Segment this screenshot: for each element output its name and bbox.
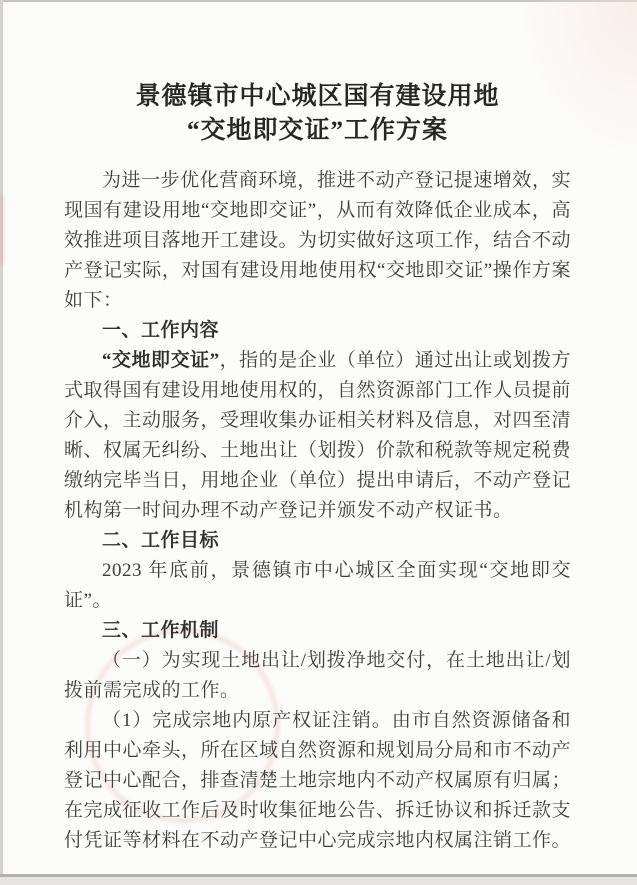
document-title-line1: 景德镇市中心城区国有建设用地 bbox=[135, 83, 500, 110]
document-body bbox=[64, 166, 571, 856]
scan-edge-left bbox=[0, 0, 3, 874]
section-heading: 三、工作机制 bbox=[102, 620, 220, 641]
paragraph-bold-lead: “交地即交证” bbox=[102, 350, 220, 371]
document-title-line2: “交地即交证”工作方案 bbox=[186, 117, 448, 144]
section-heading: 一、工作内容 bbox=[102, 320, 220, 341]
section-heading: 二、工作目标 bbox=[102, 530, 220, 551]
paragraph: 2023 年底前，景德镇市中心城区全面实现“交地即交证”。 bbox=[64, 560, 571, 611]
document-content bbox=[64, 0, 571, 856]
paragraph: （一）为实现土地出让/划拨净地交付，在土地出让/划拨前需完成的工作。 bbox=[64, 650, 571, 701]
document-title bbox=[64, 80, 571, 148]
scan-edge-bottom-band bbox=[0, 877, 637, 885]
paragraph: 为进一步优化营商环境，推进不动产登记提速增效，实现国有建设用地“交地即交证”，从而有效降低企业成本，高效推进项目落地开工建设。为切实做好这项工作，结合不动产登记实际，对国有建设用地使用权“交地即交证”操作方案如下： bbox=[64, 170, 572, 311]
paragraph: “交地即交证”，指的是企业（单位）通过出让或划拨方式取得国有建设用地使用权的，自然资源部门工作人员提前介入，主动服务，受理收集办证相关材料及信息，对四至清晰、权属无纠纷、土地出让（划拨）价款和税款等规定税费缴纳完毕当日，用地企业（单位）提出申请后，不动产登记机构第一时间办理不动产登记并颁发不动产权证书。 bbox=[64, 350, 572, 521]
paragraph: （1）完成宗地内原产权证注销。由市自然资源储备和利用中心牵头，所在区域自然资源和规划局分局和市不动产登记中心配合，排查清楚土地宗地内不动产权属原有归属；在完成征收工作后及时收集征地公告、拆迁协议和拆迁款支付凭证等材料在不动产登记中心完成宗地内权属注销工作。 bbox=[64, 710, 572, 851]
